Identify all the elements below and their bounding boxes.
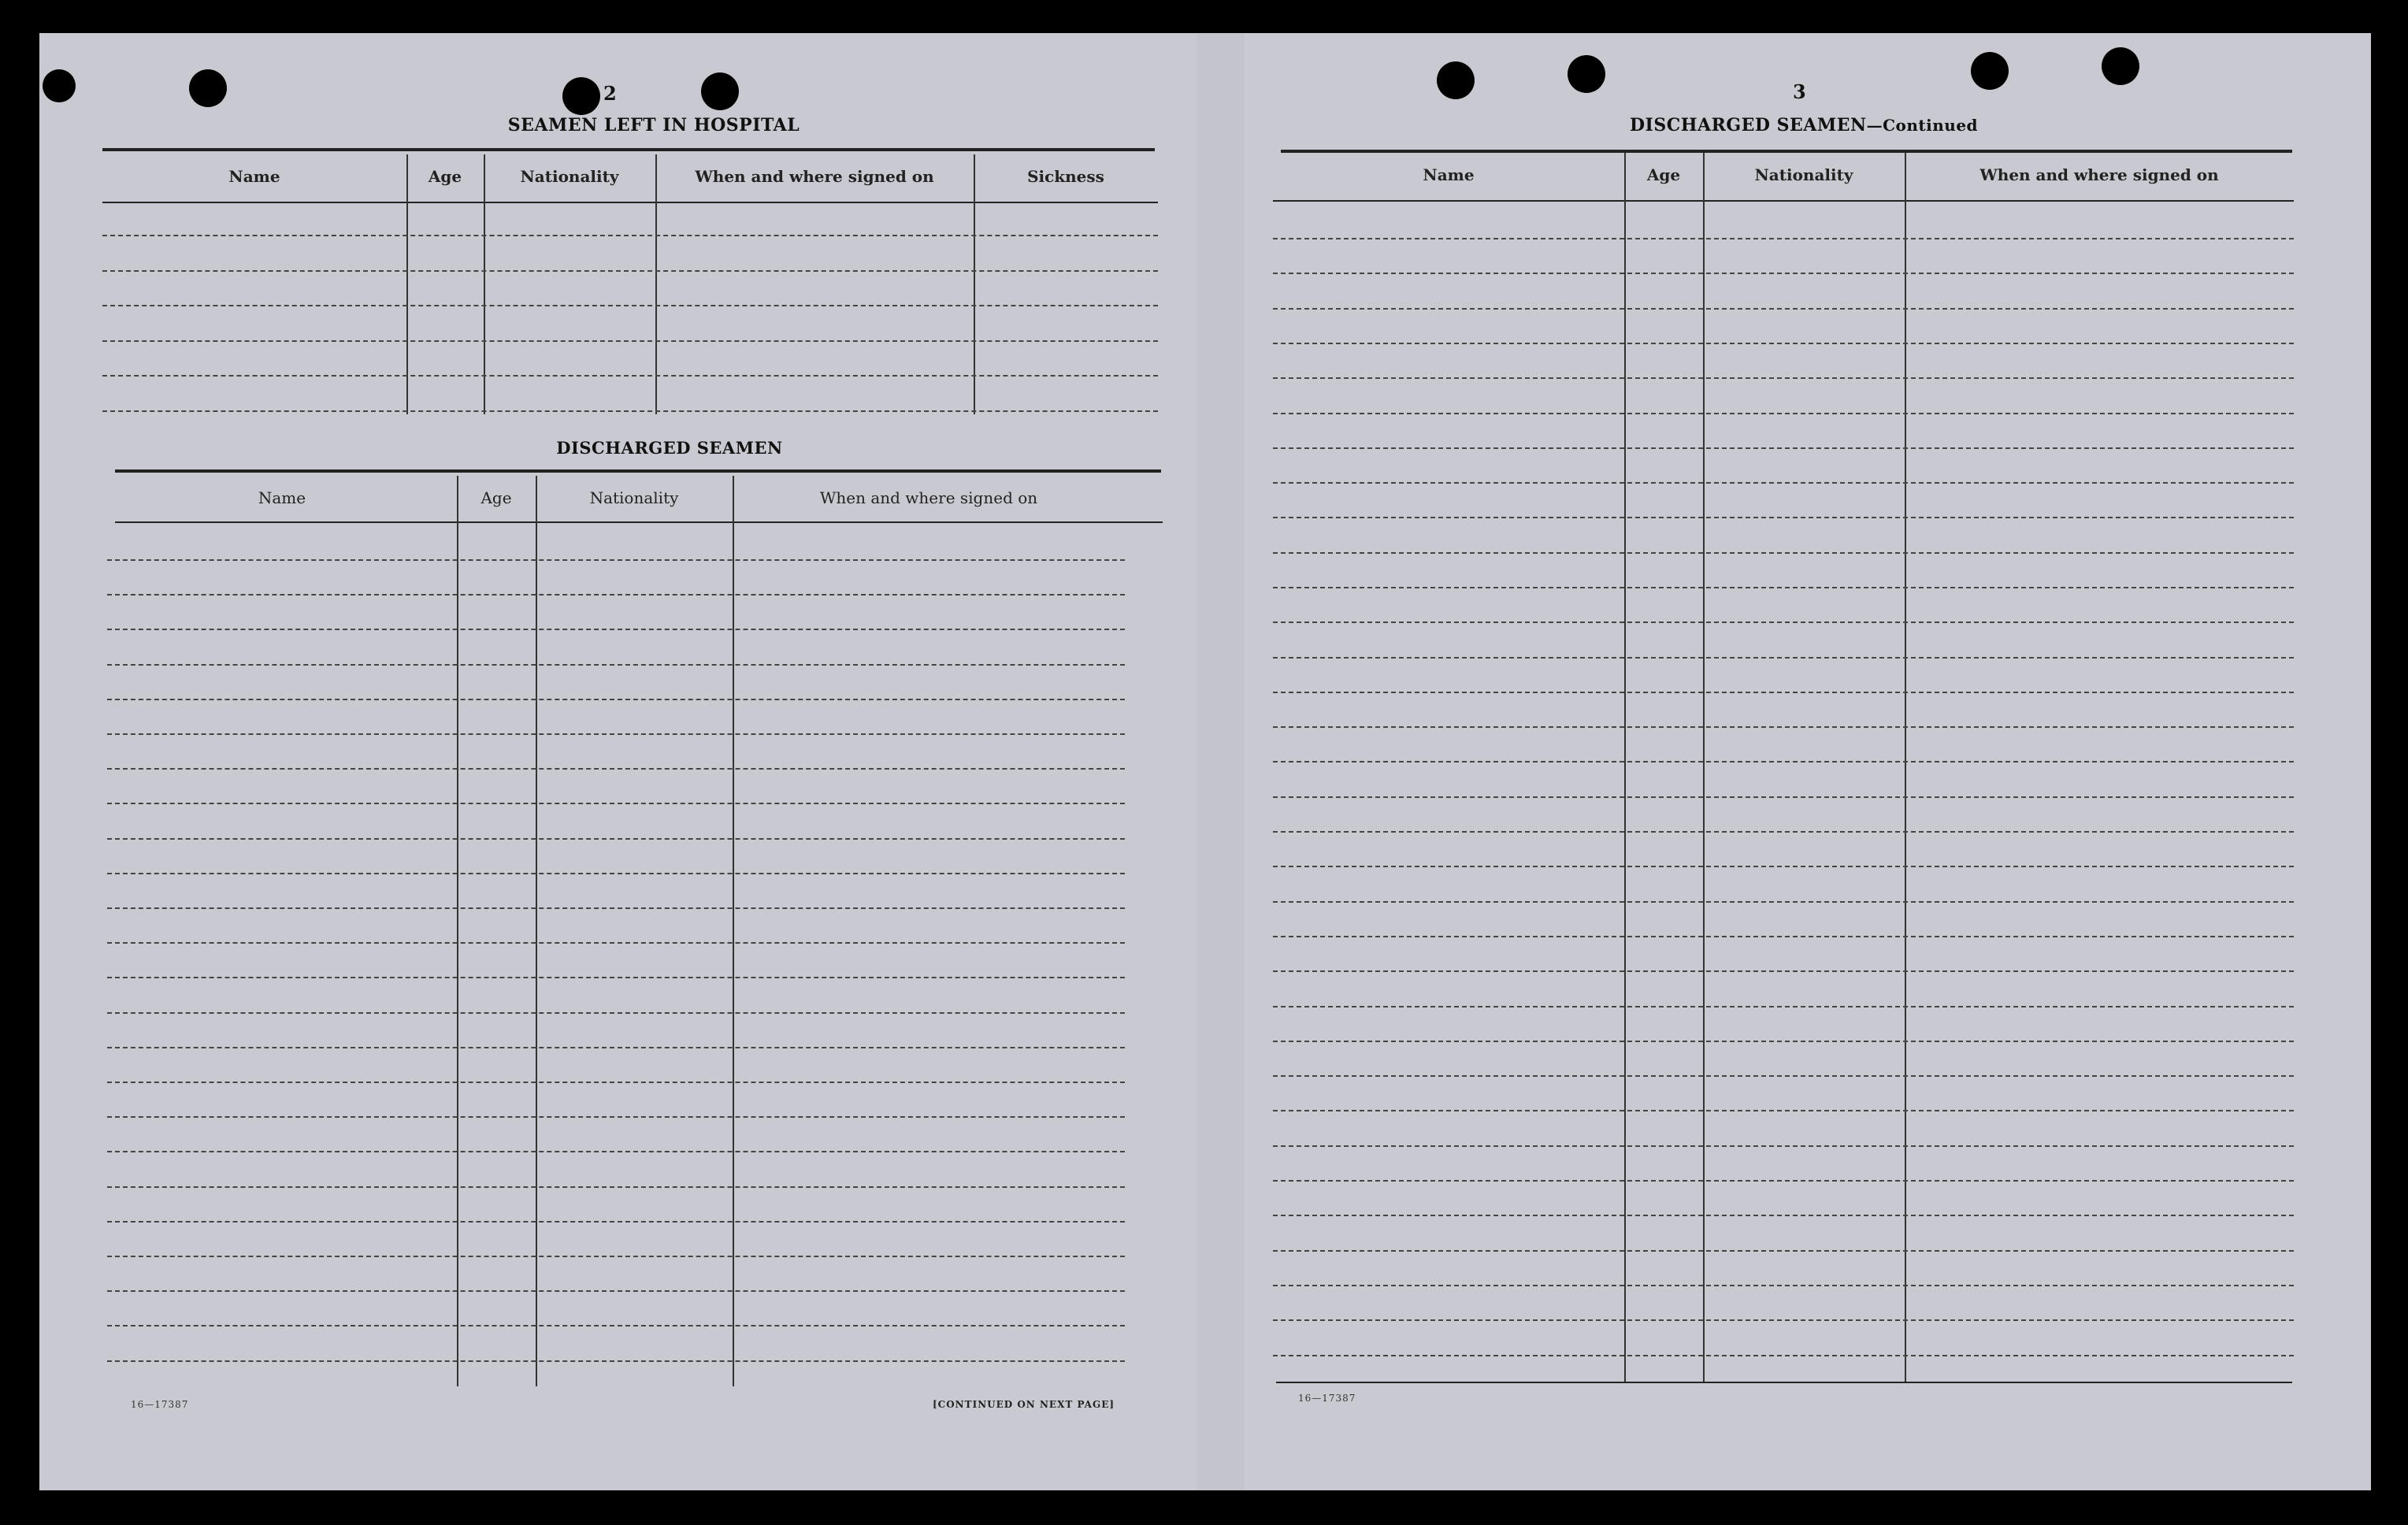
- discharged-table-row: [107, 803, 1125, 804]
- discharged-header-3: When and where signed on: [819, 488, 1038, 507]
- discharged-table-row: [107, 873, 1125, 874]
- hospital-header-3: When and where signed on: [695, 167, 934, 186]
- right-column-divider: [1624, 153, 1626, 1382]
- right-top-rule: [1281, 150, 2292, 153]
- hospital-table-row: [102, 270, 1158, 272]
- discharged-column-divider: [457, 476, 458, 1386]
- punch-hole: [701, 72, 739, 110]
- discharged-top-rule: [115, 469, 1161, 473]
- discharged-table-row: [107, 664, 1125, 666]
- discharged-table-row: [107, 838, 1125, 840]
- discharged-section-title: DISCHARGED SEAMEN: [556, 438, 783, 458]
- discharged-table-row: [107, 1186, 1125, 1188]
- right-header-rule: [1273, 200, 2294, 202]
- continued-note: [CONTINUED ON NEXT PAGE]: [933, 1399, 1115, 1410]
- discharged-table-row: [107, 559, 1125, 561]
- right-header-2: Nationality: [1754, 165, 1853, 184]
- right-table-row: [1273, 1215, 2294, 1216]
- right-table-row: [1273, 447, 2294, 449]
- hospital-table-row: [102, 410, 1158, 412]
- discharged-column-divider: [536, 476, 537, 1386]
- center-fold: [1197, 33, 1245, 1490]
- discharged-header-rule: [115, 521, 1163, 523]
- right-table-row: [1273, 1145, 2294, 1147]
- right-table-row: [1273, 482, 2294, 484]
- right-table-row: [1273, 1180, 2294, 1182]
- discharged-table-row: [107, 594, 1125, 596]
- discharged-header-2: Nationality: [589, 488, 679, 507]
- right-table-row: [1273, 587, 2294, 588]
- hospital-header-0: Name: [228, 167, 280, 186]
- right-table-row: [1273, 377, 2294, 379]
- discharged-table-row: [107, 1012, 1125, 1014]
- discharged-table-row: [107, 907, 1125, 909]
- left-form-number: 16—17387: [131, 1399, 189, 1410]
- hospital-header-4: Sickness: [1027, 167, 1104, 186]
- right-column-divider: [1905, 153, 1906, 1382]
- discharged-table-row: [107, 1116, 1125, 1118]
- right-section-title: [1623, 115, 1985, 135]
- right-header-3: When and where signed on: [1979, 165, 2219, 184]
- right-form-number: 16—17387: [1298, 1393, 1356, 1404]
- left-page-number: 2: [603, 82, 617, 105]
- right-header-1: Age: [1646, 165, 1681, 184]
- discharged-table-row: [107, 1290, 1125, 1292]
- discharged-table-row: [107, 1360, 1125, 1362]
- right-table-row: [1273, 622, 2294, 623]
- hospital-top-rule: [102, 148, 1155, 151]
- hospital-table-row: [102, 305, 1158, 306]
- right-table-row: [1273, 308, 2294, 310]
- punch-hole: [1437, 61, 1475, 99]
- right-table-row: [1273, 970, 2294, 972]
- hospital-table-row: [102, 235, 1158, 236]
- right-table-row: [1273, 1285, 2294, 1286]
- right-table-row: [1273, 692, 2294, 693]
- punch-hole: [189, 69, 227, 107]
- right-table-row: [1273, 901, 2294, 903]
- right-page-number: 3: [1793, 80, 1806, 103]
- right-table-row: [1273, 1355, 2294, 1356]
- right-table-row: [1273, 796, 2294, 798]
- punch-hole: [1568, 55, 1605, 93]
- right-table-row: [1273, 761, 2294, 762]
- hospital-header-2: Nationality: [520, 167, 619, 186]
- right-table-row: [1273, 1110, 2294, 1111]
- right-table-row: [1273, 517, 2294, 518]
- right-bottom-rule: [1276, 1382, 2292, 1383]
- punch-hole: [2102, 47, 2139, 85]
- discharged-column-divider: [733, 476, 734, 1386]
- right-table-row: [1273, 1250, 2294, 1252]
- right-table-row: [1273, 1075, 2294, 1077]
- discharged-table-row: [107, 629, 1125, 630]
- discharged-table-row: [107, 977, 1125, 978]
- right-table-row: [1273, 936, 2294, 937]
- right-table-row: [1273, 238, 2294, 239]
- right-table-row: [1273, 831, 2294, 833]
- right-table-row: [1273, 413, 2294, 414]
- punch-hole: [562, 77, 600, 115]
- discharged-table-row: [107, 1047, 1125, 1048]
- discharged-table-row: [107, 1256, 1125, 1257]
- form-sheet: [39, 33, 2371, 1490]
- hospital-table-row: [102, 340, 1158, 342]
- discharged-table-row: [107, 733, 1125, 735]
- right-table-row: [1273, 1319, 2294, 1321]
- right-table-row: [1273, 866, 2294, 867]
- discharged-table-row: [107, 768, 1125, 770]
- hospital-section-title: SEAMEN LEFT IN HOSPITAL: [507, 115, 800, 135]
- right-table-row: [1273, 1041, 2294, 1042]
- punch-hole: [1971, 52, 2009, 90]
- discharged-table-row: [107, 1151, 1125, 1152]
- discharged-table-row: [107, 942, 1125, 944]
- hospital-header-1: Age: [428, 167, 462, 186]
- right-table-row: [1273, 273, 2294, 274]
- hospital-header-rule: [102, 202, 1158, 203]
- discharged-header-0: Name: [258, 488, 306, 507]
- right-table-row: [1273, 657, 2294, 659]
- discharged-table-row: [107, 699, 1125, 700]
- punch-hole: [43, 69, 76, 102]
- right-table-row: [1273, 552, 2294, 554]
- discharged-table-row: [107, 1325, 1125, 1326]
- discharged-header-1: Age: [480, 488, 512, 507]
- right-table-row: [1273, 726, 2294, 728]
- right-table-row: [1273, 1006, 2294, 1007]
- right-title-continued: —Continued: [1866, 116, 1979, 135]
- discharged-table-row: [107, 1082, 1125, 1083]
- discharged-table-row: [107, 1221, 1125, 1223]
- right-table-row: [1273, 343, 2294, 344]
- hospital-table-row: [102, 375, 1158, 377]
- right-title-main: DISCHARGED SEAMEN: [1629, 115, 1867, 135]
- right-column-divider: [1703, 153, 1705, 1382]
- right-header-0: Name: [1423, 165, 1475, 184]
